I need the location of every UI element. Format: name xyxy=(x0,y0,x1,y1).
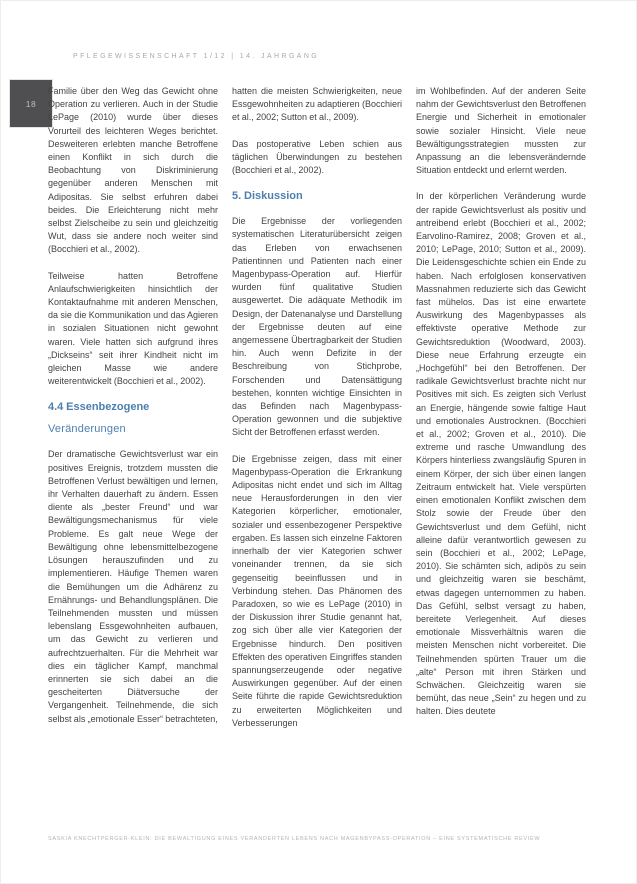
section-heading-line: Veränderungen xyxy=(48,423,126,436)
column-3 xyxy=(416,85,586,730)
paragraph: hatten die meisten Schwierigkeiten, neue Essgewohnheiten zu adaptieren (Bocchieri et al., 2002; Sutton et al., 2009). xyxy=(232,86,403,123)
paragraph: Das postoperative Leben schien aus täglichen Überwindungen zu bestehen (Bocchieri et al., 2002). xyxy=(232,138,402,176)
paragraph: In der körperlichen Veränderung wurde der rapide Gewichtsverlust als positiv und antreibend erlebt (Bocchieri et al., 2002; Earvolino-Ramirez, 2008; Groven et al., 2010; LePage, 2010; Sutton et al., 2009). Die Leidensgeschichte schien ein Ende zu haben. Nach erfolglosen konservativen Massnahmen reduzierte sich das Gewicht fast mühelos. Das ist eine erwartete Auswirkung des Magenbypasses als effektivste operative Methode zur Gewichtsreduktion (Woodward, 2003). Diese neue Erfahrung erzeugte ein „Hochgefühl“ bei den Betroffenen. Der radikale Gewichtsverlust brachte nicht nur Positives mit sich. Es zeigten sich Verlust an Energie, hängende sowie faltige Haut und emotionales Austrocknen. (Bocchieri et al., 2002; Groven et al., 2010). Die extreme und rasche Umwandlung des Körpers hinterliess zwangsläufig Spuren in einem Körper, der sich über einen langen Zeitraum entwickelt hat. Viele verspürten einen emotionalen Konflikt zwischen dem Stolz sowie der Freude über den Gewichtsverlust und dem Gefühl, nicht alleine dafür verantwortlich gewesen zu sein (Bocchieri et al., 2002; LePage, 2010). Sie schämten sich, adipös zu sein und gleichzeitig waren sie beschämt, etwas dagegen unternommen zu haben. Das Gefühl, selbst versagt zu haben, bereitete Verlegenheit. Auf dieses emotionale Missverhältnis waren die meisten Menschen nicht vorbereitet. Die Teilnehmenden spürten Trauer um die „alte“ Person mit ihren Stärken und Schwächen. Gleichzeitig waren sie bemüht, das neue „Sein“ zu hegen und zu halten. Dies deutete xyxy=(416,191,586,717)
page-number-badge xyxy=(10,80,52,127)
running-header: PFLEGEWISSENSCHAFT 1/12 | 14. JAHRGANG xyxy=(73,53,320,60)
running-footer: SASKIA KNECHTPERGER-KLEIN: DIE BEWÄLTIGUNG EINES VERÄNDERTEN LEBENS NACH MAGENBYPASS-OPERATION – EINE SYSTEMATISCHE REVIEW xyxy=(48,836,541,842)
paragraph: im Wohlbefinden. Auf der anderen Seite nahm der Gewichtsverlust den Betroffenen Energie und Sicherheit in emotionaler sowie sozialer Hinsicht. Viele neue Bewältigungsstrategien mussten zur Anpassung an die lebensverändernde Situation entdeckt und erlernt werden. xyxy=(416,86,586,176)
article-columns xyxy=(48,85,586,730)
paragraph: Teilweise hatten Betroffene Anlaufschwierigkeiten hinsichtlich der Kontaktaufnahme mit anderen Menschen, da sie die Kommunikation und das Agieren in sozialen Situationen nicht gewohnt waren. Viele hatten sich aufgrund ihres „Dickseins“ seit ihrer Kindheit nicht im gleichen Masse wie andere weiterentwickelt (Bocchieri et al., 2002). xyxy=(48,270,218,387)
paragraph: Der dramatische Gewichtsverlust war ein positives Ereignis, trotzdem mussten die Betroffenen Verlust bewältigen und lernen, ihr Verhalten dauerhaft zu ändern. Essen diente als „bester Freund“ und war Bewältigungsmechanismus für viele Probleme. Es galt neue Wege der Bewältigung ohne lebensmittelbezogene Lösungen herauszufinden und zu implementieren. Häufige Themen waren die Bemühungen um die Adhärenz zu Ernährungs- und Behandlungsplänen. Die Teilnehmenden mussten und müssen lebenslang Essgewohnheiten aufbauen, um das Gewicht zu verlieren und aufrechtzuerhalten. Für die Mehrheit war dies ein täglicher Kampf, manchmal erinnerten sie sich dabei an die gescheiterten Diätversuche der Vergangenheit. Teilnehmende, die sich selbst als „emotionale Esser“ betrachteten, xyxy=(48,449,218,724)
column-2 xyxy=(232,85,402,730)
section-heading-5: 5. Diskussion xyxy=(232,190,303,203)
column-1 xyxy=(48,85,218,730)
paragraph: Die Ergebnisse der vorliegenden systematischen Literaturübersicht zeigen das Erleben von erwachsenen Patientinnen und Patienten nach einer Magenbypass-Operation auf. Hierfür wurden fünf qualitative Studien ausgewertet. Die adäquate Methodik im Design, der Datenanalyse und Darstellung der Ergebnisse deuten auf eine angemessene Übertragbarkeit der Studien hin. Auch wenn Defizite in der Beschreibung von Stichprobe, Forschenden und Datensättigung bestehen, konnten wichtige Einsichten in das Befinden nach Magenbypass-Operation gewonnen und die subjektive Sicht der Betroffenen erfasst werden. xyxy=(232,216,402,438)
paragraph: Familie über den Weg das Gewicht ohne Operation zu verlieren. Auch in der Studie LePage (2010) wurde über dieses Vorurteil des leichteren Weges berichtet. Desweiteren erlebten manche Betroffene einen Konflikt in sich durch die Beobachtung von Diskriminierung gegenüber anderen Menschen mit Adipositas. Sie selbst erfuhren dabei beides. Die Erleichterung nicht mehr selbst Zielscheibe zu sein und gleichzeitig Wut, dass sie andere noch weiter sind (Bocchieri et al., 2002). xyxy=(48,86,218,255)
paragraph: Die Ergebnisse zeigen, dass mit einer Magenbypass-Operation die Erkrankung Adipositas nicht endet und sich im Alltag neue Herausforderungen in den vier Kategorien körperlicher, emotionaler, sozialer und essenbezogener Perspektive ergaben. Es lassen sich einzelne Faktoren innerhalb der vier Kategorien schwer voneinander trennen, da sie sich gegenseitig beeinflussen und in Verbindung stehen. Das Phänomen des Paradoxen, so wie es LePage (2010) in der Diskussion ihrer Studie genannt hat, zog sich über alle vier Kategorien der Ergebnisse hindurch. Den positiven Effekten des operativen Eingriffes standen spannungserzeugende oder negative Auswirkungen gegenüber. Auf der einen Seite führte die rapide Gewichtsreduktion zu erweiterten Möglichkeiten und Verbesserungen xyxy=(232,453,402,728)
page-number: 18 xyxy=(25,98,37,109)
section-heading-4-4 xyxy=(48,401,218,436)
section-heading-line: 4.4 Essenbezogene xyxy=(48,401,150,414)
